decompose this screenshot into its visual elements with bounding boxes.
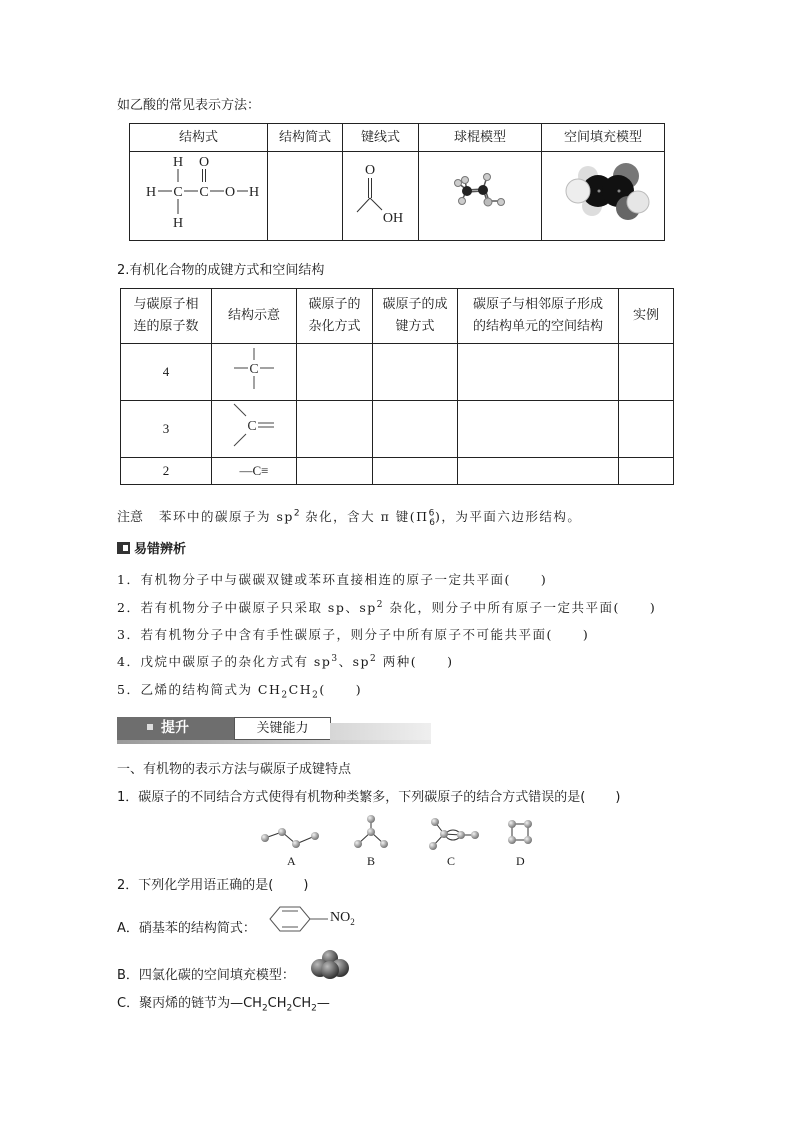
svg-text:H: H xyxy=(172,216,183,231)
bond-cell xyxy=(373,458,458,485)
header-structural-formula: 结构式 xyxy=(130,124,268,152)
example-cell xyxy=(619,458,674,485)
carbon-bonding-table xyxy=(120,288,674,485)
svg-text:C: C xyxy=(249,362,259,377)
header-space-filling-model: 空间填充模型 xyxy=(542,124,665,152)
error-item-4: 4．戊烷中碳原子的杂化方式有 $sp^3$、$sp^2$ 两种( ) xyxy=(117,653,454,669)
attached-count: 4 xyxy=(121,344,212,401)
svg-text:C: C xyxy=(247,419,257,434)
structure-diagram-tetrahedral xyxy=(212,344,297,401)
table-row xyxy=(121,401,674,458)
single-bond-carbon-diagram xyxy=(224,344,284,392)
table-row xyxy=(121,344,674,401)
geometry-cell xyxy=(458,401,619,458)
double-bond-carbon-diagram xyxy=(224,401,284,449)
header-spatial-structure: 碳原子与相邻原子形成 的结构单元的空间结构 xyxy=(458,289,619,344)
svg-text:H: H xyxy=(172,155,183,170)
geometry-cell xyxy=(458,344,619,401)
geometry-cell xyxy=(458,458,619,485)
svg-text:OH: OH xyxy=(382,211,403,226)
svg-text:C: C xyxy=(172,185,183,200)
banner-dark-tab: 提升 xyxy=(117,717,234,740)
banner-underline xyxy=(117,740,431,744)
structure-diagram-trigonal xyxy=(212,401,297,458)
svg-text:H: H xyxy=(248,185,259,200)
option-b-label: B xyxy=(367,854,376,868)
option-d-label: D xyxy=(516,854,525,868)
hybrid-cell xyxy=(297,401,373,458)
nitro-group-label: $NO_2$ xyxy=(330,910,355,927)
bond-cell xyxy=(373,344,458,401)
table-row xyxy=(121,458,674,485)
note-label: 注意 xyxy=(117,510,144,525)
ccl4-space-filling-icon xyxy=(310,948,350,984)
header-bonding-mode: 碳原子的成 键方式 xyxy=(373,289,458,344)
hybrid-cell xyxy=(297,344,373,401)
example-cell xyxy=(619,401,674,458)
header-structure-diagram: 结构示意 xyxy=(212,289,297,344)
note: 注意 苯环中的碳原子为 $sp^2$ 杂化，含大 π 键$(\Pi^6_6)$，为平面六边形结构。 xyxy=(117,508,582,528)
acetic-acid-structural-formula xyxy=(134,152,264,232)
intro-text: 如乙酸的常见表示方法： xyxy=(117,98,261,113)
error-item-1: 1．有机物分子中与碳碳双键或苯环直接相连的原子一定共平面( ) xyxy=(117,572,548,587)
banner-light-tab: 关键能力 xyxy=(234,717,331,740)
q2-option-b: B．四氯化碳的空间填充模型： xyxy=(117,968,295,983)
structure-diagram-linear: —C≡ xyxy=(212,458,297,485)
option-c-label: C xyxy=(447,854,456,868)
q2-option-a: A．硝基苯的结构简式： xyxy=(117,921,256,936)
error-item-2: 2．若有机物分子中碳原子只采取 sp、$sp^2$ 杂化，则分子中所有原子一定共平面( ) xyxy=(117,599,657,615)
attached-count: 3 xyxy=(121,401,212,458)
space-filling-model-image xyxy=(548,154,658,230)
example-cell xyxy=(619,344,674,401)
question-2: 2．下列化学用语正确的是( ) xyxy=(117,878,309,893)
structural-formula-cell xyxy=(130,152,268,241)
svg-text:O: O xyxy=(364,163,375,178)
condensed-formula-cell xyxy=(268,152,343,241)
section-one-heading: 一、有机物的表示方法与碳原子成键特点 xyxy=(117,762,352,777)
ball-stick-model-cell xyxy=(419,152,542,241)
option-a-label: A xyxy=(287,854,296,868)
hybrid-cell xyxy=(297,458,373,485)
svg-text:C: C xyxy=(198,185,209,200)
section-banner xyxy=(117,717,431,745)
svg-text:H: H xyxy=(145,185,156,200)
section-2-title: 2.有机化合物的成键方式和空间结构 xyxy=(117,263,325,278)
svg-text:O: O xyxy=(198,155,209,170)
header-attached-atoms: 与碳原子相 连的原子数 xyxy=(121,289,212,344)
question-1: 1．碳原子的不同结合方式使得有机物种类繁多，下列碳原子的结合方式错误的是( ) xyxy=(117,790,621,805)
square-bullet-icon xyxy=(147,724,153,730)
section-marker-icon xyxy=(117,542,130,554)
header-skeletal-formula: 键线式 xyxy=(343,124,419,152)
header-condensed-formula: 结构简式 xyxy=(268,124,343,152)
ball-stick-model-image xyxy=(425,157,535,227)
header-ball-stick-model: 球棍模型 xyxy=(419,124,542,152)
error-item-5: 5．乙烯的结构简式为 $CH_2CH_2$( ) xyxy=(117,682,363,701)
acetic-acid-representations-table xyxy=(129,123,665,241)
error-item-3: 3．若有机物分子中含有手性碳原子，则分子中所有原子不可能共平面( ) xyxy=(117,627,590,642)
error-check-heading: 易错辨析 xyxy=(117,542,186,558)
bond-cell xyxy=(373,401,458,458)
attached-count: 2 xyxy=(121,458,212,485)
skeletal-formula-cell xyxy=(343,152,419,241)
svg-text:O: O xyxy=(224,185,235,200)
space-filling-model-cell xyxy=(542,152,665,241)
header-hybridization: 碳原子的 杂化方式 xyxy=(297,289,373,344)
acetic-acid-skeletal-formula xyxy=(346,152,416,232)
q2-option-c: C．聚丙烯的链节为$—CH_2CH_2CH_2—$ xyxy=(117,996,330,1014)
header-example: 实例 xyxy=(619,289,674,344)
banner-gradient xyxy=(330,723,431,740)
